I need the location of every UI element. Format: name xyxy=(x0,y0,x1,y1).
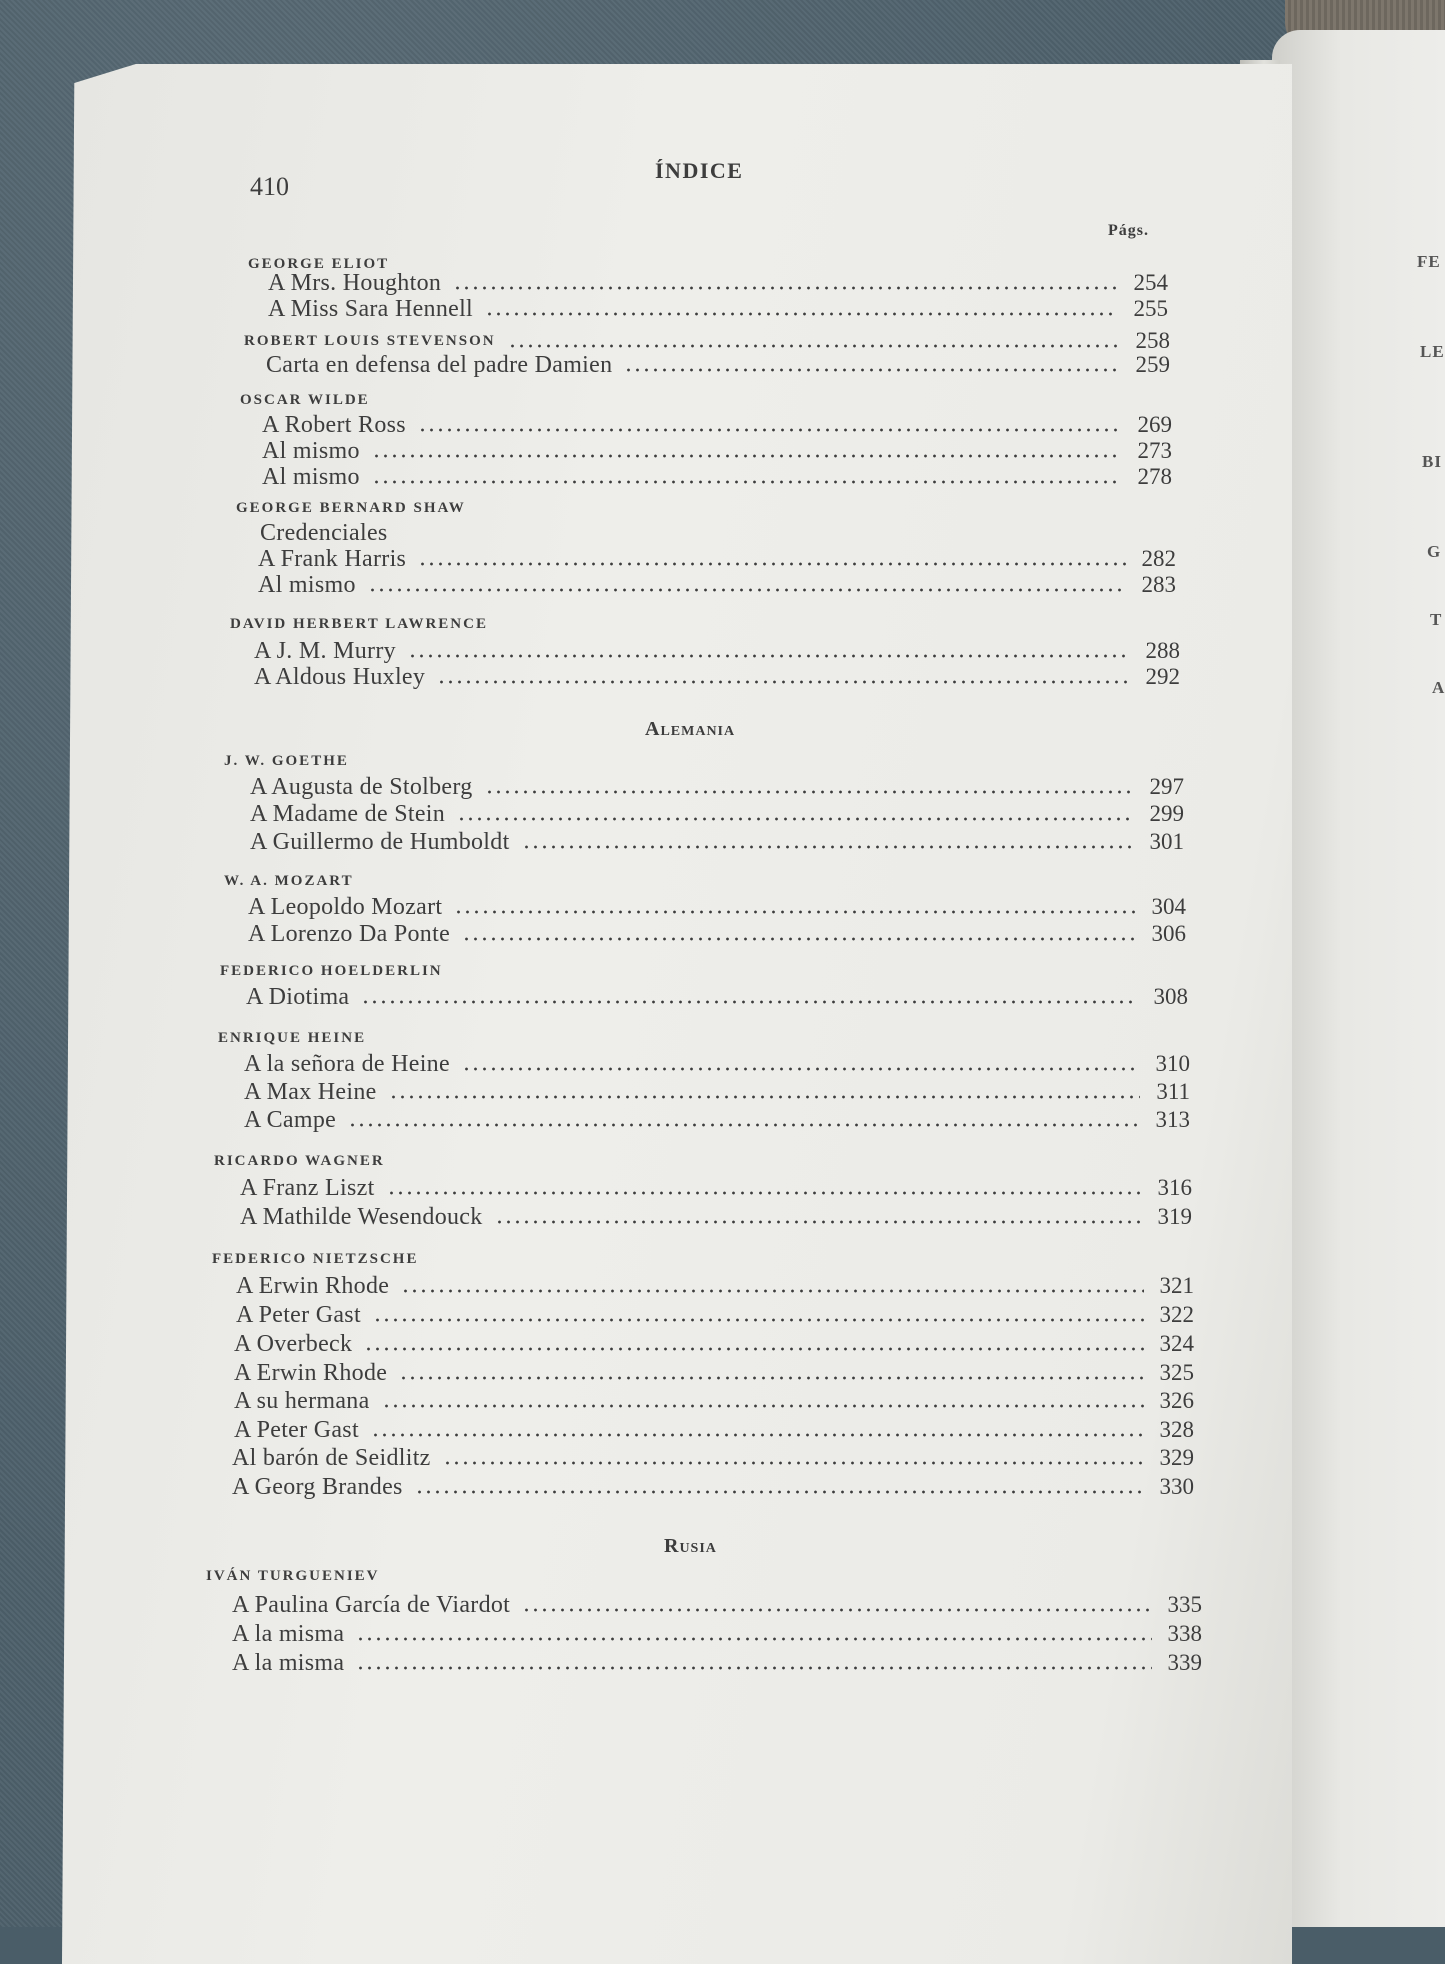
dot-leader xyxy=(389,1095,1140,1099)
dot-leader xyxy=(522,845,1134,849)
index-entry xyxy=(236,1302,1194,1328)
author-heading: ROBERT LOUIS STEVENSON xyxy=(244,333,496,349)
entry-title: A Max Heine xyxy=(244,1079,377,1105)
dot-leader xyxy=(356,1637,1152,1641)
index-entry xyxy=(234,1417,1194,1443)
dot-leader xyxy=(443,1461,1144,1465)
author-heading: W. A. MOZART xyxy=(224,873,354,889)
dot-leader xyxy=(437,680,1130,684)
entry-page: 299 xyxy=(1149,801,1184,826)
right-page-fragment: G xyxy=(1427,542,1442,561)
dot-leader xyxy=(418,428,1122,432)
entry-page: 322 xyxy=(1159,1302,1194,1327)
dot-leader xyxy=(485,790,1134,794)
entry-page: 258 xyxy=(1135,328,1170,353)
entry-title: A Augusta de Stolberg xyxy=(250,774,473,800)
entry-title: A Erwin Rhode xyxy=(234,1360,388,1386)
right-page-fragment: LE xyxy=(1420,342,1445,361)
dot-leader xyxy=(453,286,1118,290)
index-entry xyxy=(232,1621,1202,1647)
index-entry xyxy=(232,1650,1202,1676)
dot-leader xyxy=(462,937,1136,941)
section-heading: Alemania xyxy=(645,718,736,740)
entry-page: 321 xyxy=(1159,1273,1194,1298)
author-heading: IVÁN TURGUENIEV xyxy=(206,1568,380,1584)
dot-leader xyxy=(371,1433,1144,1437)
index-entry xyxy=(244,1079,1190,1105)
page-title: ÍNDICE xyxy=(655,158,744,183)
entry-title: A su hermana xyxy=(234,1388,370,1414)
index-entry xyxy=(250,774,1184,800)
dot-leader xyxy=(457,817,1134,821)
entry-page: 308 xyxy=(1153,984,1188,1009)
dot-leader xyxy=(387,1191,1142,1195)
entry-title: A Frank Harris xyxy=(258,546,407,572)
index-entry xyxy=(254,664,1180,690)
index-entry xyxy=(234,1388,1194,1414)
index-entry xyxy=(250,829,1184,855)
dot-leader xyxy=(415,1490,1144,1494)
index-entry xyxy=(234,1360,1194,1386)
index-entry xyxy=(244,1107,1190,1133)
dot-leader xyxy=(372,454,1122,458)
dot-leader xyxy=(382,1404,1144,1408)
entry-page: 326 xyxy=(1159,1388,1194,1413)
author-heading: RICARDO WAGNER xyxy=(214,1153,385,1169)
index-entry xyxy=(232,1592,1202,1618)
section-heading: Rusia xyxy=(664,1535,717,1557)
index-entry xyxy=(232,1445,1194,1471)
entry-page: 278 xyxy=(1137,464,1172,489)
author-heading: ENRIQUE HEINE xyxy=(218,1030,367,1046)
index-entry xyxy=(232,1474,1194,1500)
index-entry xyxy=(258,572,1176,598)
right-page-fragment: A xyxy=(1432,678,1445,697)
dot-leader xyxy=(418,562,1126,566)
entry-page: 319 xyxy=(1157,1204,1192,1229)
index-entry xyxy=(254,638,1180,664)
dot-leader xyxy=(522,1608,1152,1612)
right-page-fragment: BI xyxy=(1422,452,1442,471)
dot-leader xyxy=(361,1000,1138,1004)
author-entry xyxy=(244,328,1170,354)
entry-title: A Leopoldo Mozart xyxy=(248,894,443,920)
entry-title: Al mismo xyxy=(258,572,356,598)
entry-page: 306 xyxy=(1151,921,1186,946)
entry-title: Al mismo xyxy=(262,464,360,490)
entry-page: 335 xyxy=(1167,1592,1202,1617)
index-entry xyxy=(250,801,1184,827)
entry-title: A J. M. Murry xyxy=(254,638,396,664)
index-entry xyxy=(246,984,1188,1010)
entry-title: Al mismo xyxy=(262,438,360,464)
entry-title: A Erwin Rhode xyxy=(236,1273,390,1299)
entry-title: A Overbeck xyxy=(234,1331,353,1357)
entry-title: A Mathilde Wesendouck xyxy=(240,1204,483,1230)
author-heading: GEORGE ELIOT xyxy=(248,256,390,272)
dot-leader xyxy=(624,368,1120,372)
index-entry xyxy=(268,296,1168,322)
entry-page: 328 xyxy=(1159,1417,1194,1442)
entry-page: 297 xyxy=(1149,774,1184,799)
entry-page: 269 xyxy=(1137,412,1172,437)
index-entry xyxy=(258,546,1176,572)
dot-leader xyxy=(373,1318,1144,1322)
entry-page: 329 xyxy=(1159,1445,1194,1470)
index-entry xyxy=(260,520,1172,546)
right-page-fragment: FE xyxy=(1417,252,1441,271)
entry-title: A Franz Liszt xyxy=(240,1175,375,1201)
index-entry xyxy=(262,464,1172,490)
entry-page: 288 xyxy=(1145,638,1180,663)
dot-leader xyxy=(356,1666,1152,1670)
entry-page: 339 xyxy=(1167,1650,1202,1675)
dot-leader xyxy=(372,480,1122,484)
index-entry xyxy=(248,921,1186,947)
entry-page: 292 xyxy=(1145,664,1180,689)
entry-title: A Diotima xyxy=(246,984,350,1010)
entry-title: A Madame de Stein xyxy=(250,801,446,827)
dot-leader xyxy=(454,910,1136,914)
entry-title: Carta en defensa del padre Damien xyxy=(266,352,613,378)
entry-page: 310 xyxy=(1155,1051,1190,1076)
index-entry xyxy=(234,1331,1194,1357)
index-entry xyxy=(240,1204,1192,1230)
entry-page: 255 xyxy=(1133,296,1168,321)
entry-title: A Peter Gast xyxy=(234,1417,359,1443)
dot-leader xyxy=(495,1220,1142,1224)
dot-leader xyxy=(508,344,1120,348)
index-entry xyxy=(244,1051,1190,1077)
entry-page: 259 xyxy=(1135,352,1170,377)
entry-title: A la misma xyxy=(232,1621,345,1647)
entry-title: A Miss Sara Hennell xyxy=(268,296,474,322)
entry-page: 324 xyxy=(1159,1331,1194,1356)
entry-page: 330 xyxy=(1159,1474,1194,1499)
entry-title: A Aldous Huxley xyxy=(254,664,426,690)
author-heading: FEDERICO HOELDERLIN xyxy=(220,963,443,979)
entry-page: 301 xyxy=(1149,829,1184,854)
entry-page: 325 xyxy=(1159,1360,1194,1385)
entry-page: 313 xyxy=(1155,1107,1190,1132)
entry-title: A Peter Gast xyxy=(236,1302,361,1328)
entry-page: 304 xyxy=(1151,894,1186,919)
author-heading: FEDERICO NIETZSCHE xyxy=(212,1251,419,1267)
dot-leader xyxy=(485,312,1118,316)
entry-title: Al barón de Seidlitz xyxy=(232,1445,431,1471)
entry-page: 254 xyxy=(1133,270,1168,295)
entry-title: A la señora de Heine xyxy=(244,1051,450,1077)
entry-title: A Mrs. Houghton xyxy=(268,270,442,296)
entry-page: 283 xyxy=(1141,572,1176,597)
index-entry xyxy=(262,438,1172,464)
author-heading: DAVID HERBERT LAWRENCE xyxy=(230,616,488,632)
author-heading: J. W. GOETHE xyxy=(224,753,349,769)
index-entry xyxy=(266,352,1170,378)
dot-leader xyxy=(364,1347,1144,1351)
index-entry xyxy=(268,270,1168,296)
entry-page: 338 xyxy=(1167,1621,1202,1646)
pages-column-label: Págs. xyxy=(1108,222,1149,239)
right-page-fragment: T xyxy=(1430,610,1443,629)
index-entry xyxy=(262,412,1172,438)
entry-page: 282 xyxy=(1141,546,1176,571)
index-entry xyxy=(240,1175,1192,1201)
dot-leader xyxy=(399,1376,1144,1380)
entry-page: 273 xyxy=(1137,438,1172,463)
dot-leader xyxy=(348,1123,1140,1127)
entry-title: Credenciales xyxy=(260,520,388,546)
entry-page: 316 xyxy=(1157,1175,1192,1200)
index-entry xyxy=(248,894,1186,920)
author-heading: GEORGE BERNARD SHAW xyxy=(236,500,466,516)
dot-leader xyxy=(408,654,1130,658)
entry-title: A la misma xyxy=(232,1650,345,1676)
dot-leader xyxy=(401,1289,1144,1293)
dot-leader xyxy=(368,588,1126,592)
dot-leader xyxy=(462,1067,1140,1071)
author-heading: OSCAR WILDE xyxy=(240,392,370,408)
page-number: 410 xyxy=(250,172,289,201)
entry-title: A Georg Brandes xyxy=(232,1474,403,1500)
entry-title: A Campe xyxy=(244,1107,337,1133)
index-entry xyxy=(236,1273,1194,1299)
entry-title: A Robert Ross xyxy=(262,412,406,438)
entry-page: 311 xyxy=(1156,1079,1190,1104)
entry-title: A Guillermo de Humboldt xyxy=(250,829,510,855)
entry-title: A Paulina García de Viardot xyxy=(232,1592,511,1618)
entry-title: A Lorenzo Da Ponte xyxy=(248,921,451,947)
